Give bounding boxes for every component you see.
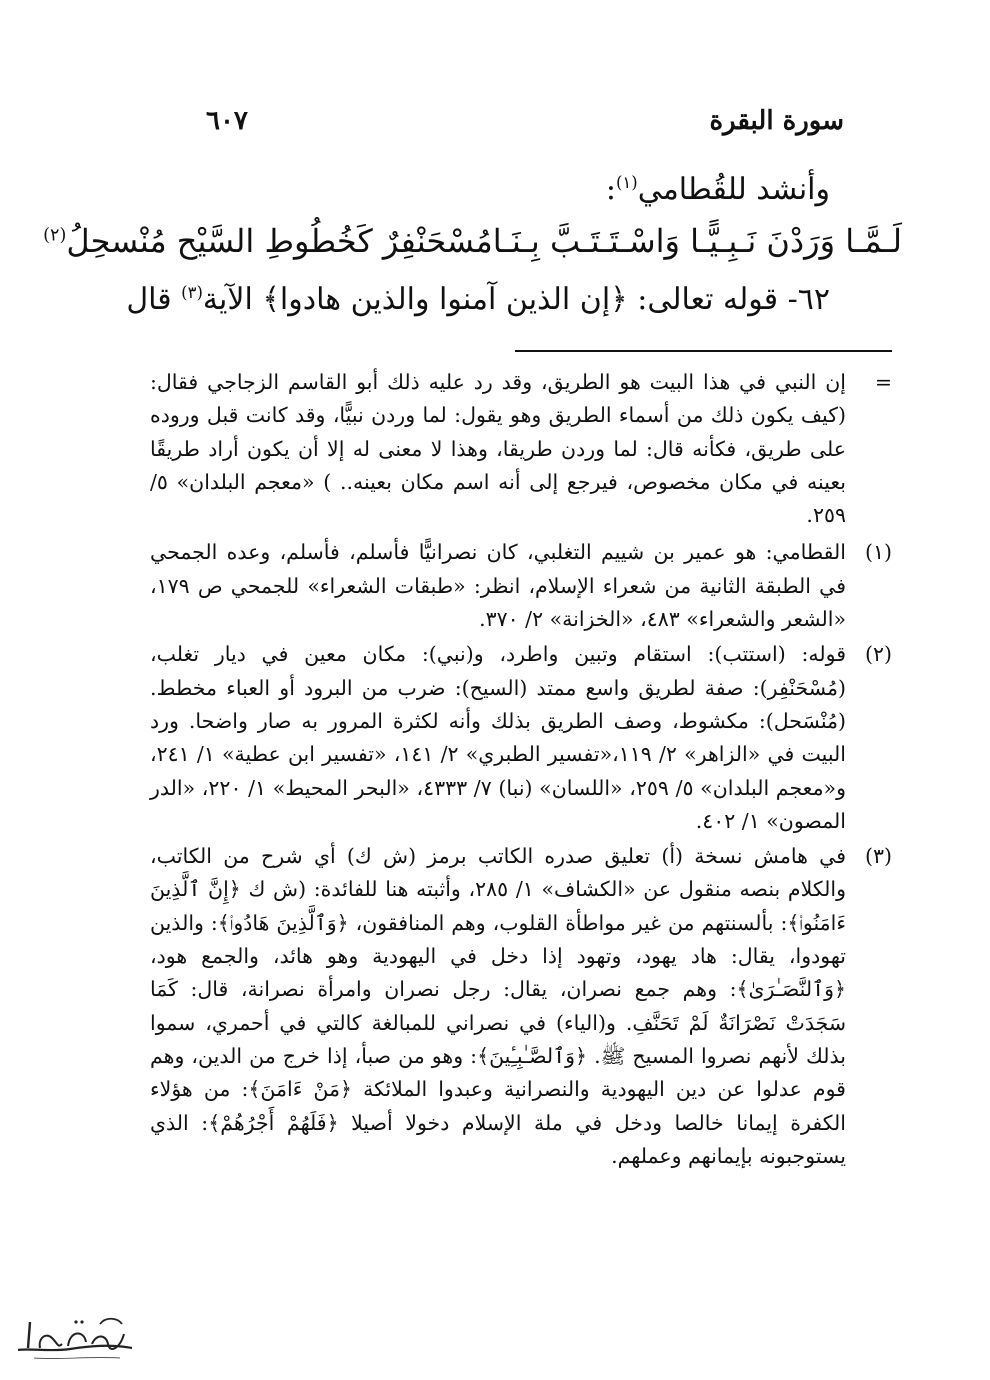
footnote-ref-3: (٣)	[181, 283, 203, 302]
intro-colon: :	[605, 172, 616, 207]
footnotes	[150, 366, 892, 1175]
intro-text: وأنشد للقُطامي	[637, 172, 830, 207]
verse-second-hemistich	[43, 222, 493, 260]
footnote-text: في هامش نسخة (أ) تعليق صدره الكاتب برمز (ش ك) أي شرح من الكاتب، والكلام بنصه منقول عن «الكشاف» ١/ ٢٨٥، وأثبته هنا للفائدة: (ش ك ﴿إِنَّ ٱلَّذِينَ ءَامَنُوا۟﴾: بألسنتهم من غير مواطأة القلوب، وهم المنافقون، ﴿وَٱلَّذِينَ هَادُوا۟﴾: والذين تهودوا، يقال: هاد يهود، وتهود إذا دخل في اليهودية وهو هائد، والجمع هود، ﴿وَٱلنَّصَـٰرَىٰ﴾: وهم جمع نصران، يقال: رجل نصران وامرأة نصرانة، قال: كَمَا سَجَدَتْ نَصْرَانَةٌ لَمْ تَحَنَّفِ. و(الياء) في نصراني للمبالغة كالتي في أحمري، سموا بذلك لأنهم نصروا المسيح ﷺ. ﴿وَٱلصَّـٰبِـِٔينَ﴾: وهو من صبأ، إذا خرج من الدين، وهم قوم عدلوا عن دين اليهودية والنصرانية وعبدوا الملائكة ﴿مَنْ ءَامَنَ﴾: من هؤلاء الكفرة إيمانا خالصا ودخل في ملة الإسلام دخولا أصيلا ﴿فَلَهُمْ أَجْرُهُمْ﴾: الذي يستوجبونه بإيمانهم وعملهم.	[150, 844, 846, 1168]
footnote-number: (٣)	[864, 844, 892, 869]
footnote-text: القطامي: هو عمير بن شييم التغلبي، كان نصرانيًّا فأسلم، فأسلم، وعده الجمحي في الطبقة الثانية من شعراء الإسلام، انظر: «طبقات الشعراء» للجمحي ص ١٧٩، «الشعر والشعراء» ٤٨٣، «الخزانة» ٢/ ٣٧٠.	[150, 540, 846, 632]
footnote-2	[150, 638, 892, 838]
footnote-number: (٢)	[864, 642, 892, 667]
footnote-continuation	[150, 366, 892, 532]
footnote-separator	[515, 350, 892, 352]
verse-first-hemistich: لَـمَّـا وَرَدْنَ نَـبِـيًّـا وَاسْـتَـتَـبَّ بِـنَـا	[492, 222, 902, 260]
running-header-surah: سورة البقرة	[709, 106, 844, 136]
verse-second-text: مُسْحَنْفِرٌ كَخُطُوطِ السَّيْح مُنْسحِلُ	[66, 222, 493, 260]
intro-line	[145, 172, 830, 207]
footnote-ref-2: (٢)	[43, 225, 67, 246]
footnote-continuation-text: إن النبي في هذا البيت هو الطريق، وقد رد عليه ذلك أبو القاسم الزجاجي فقال: (كيف يكون ذلك من أسماء الطريق وهو يقول: لما وردن نبيًّا، وقد كانت قبل وروده على طريق، فكأنه قال: لما وردن طريقا، وهذا لا معنى له إلا أن يكون أراد طريقًا بعينه في مكان مخصوص، فيرجع إلى أنه اسم مكان بعينه.. ) «معجم البلدان» ٥/ ٢٥٩.	[150, 370, 846, 528]
footnote-3	[150, 840, 892, 1173]
ayah-line	[126, 282, 830, 317]
poetry-verse	[43, 222, 902, 260]
page-number: ٦٠٧	[206, 106, 248, 136]
footnote-1	[150, 536, 892, 636]
footnote-number: (١)	[864, 540, 892, 565]
ayah-end: قال	[126, 282, 182, 317]
continuation-mark: =	[874, 370, 892, 394]
ayah-start: ٦٢- قوله تعالى: ﴿إن الذين آمنوا والذين هادوا﴾ الآية	[202, 282, 830, 317]
calligraphy-stamp-logo	[10, 1304, 140, 1364]
footnote-ref-1: (١)	[615, 173, 638, 192]
footnote-text: قوله: (استتب): استقام وتبين واطرد، و(نبي): مكان معين في ديار تغلب، (مُسْحَنْفِر): صفة لطريق واسع ممتد (السيح): ضرب من البرود أو العباء مخطط. (مُنْسَحل): مكشوط، وصف الطريق بذلك وأنه لكثرة المرور به صار واضحا. ورد البيت في «الزاهر» ٢/ ١١٩،«تفسير الطبري» ٢/ ١٤١، «تفسير ابن عطية» ١/ ٢٤١، و«معجم البلدان» ٥/ ٢٥٩، «اللسان» (نبا) ٧/ ٤٣٣٣، «البحر المحيط» ١/ ٢٢٠، «الدر المصون» ١/ ٤٠٢.	[150, 642, 846, 833]
